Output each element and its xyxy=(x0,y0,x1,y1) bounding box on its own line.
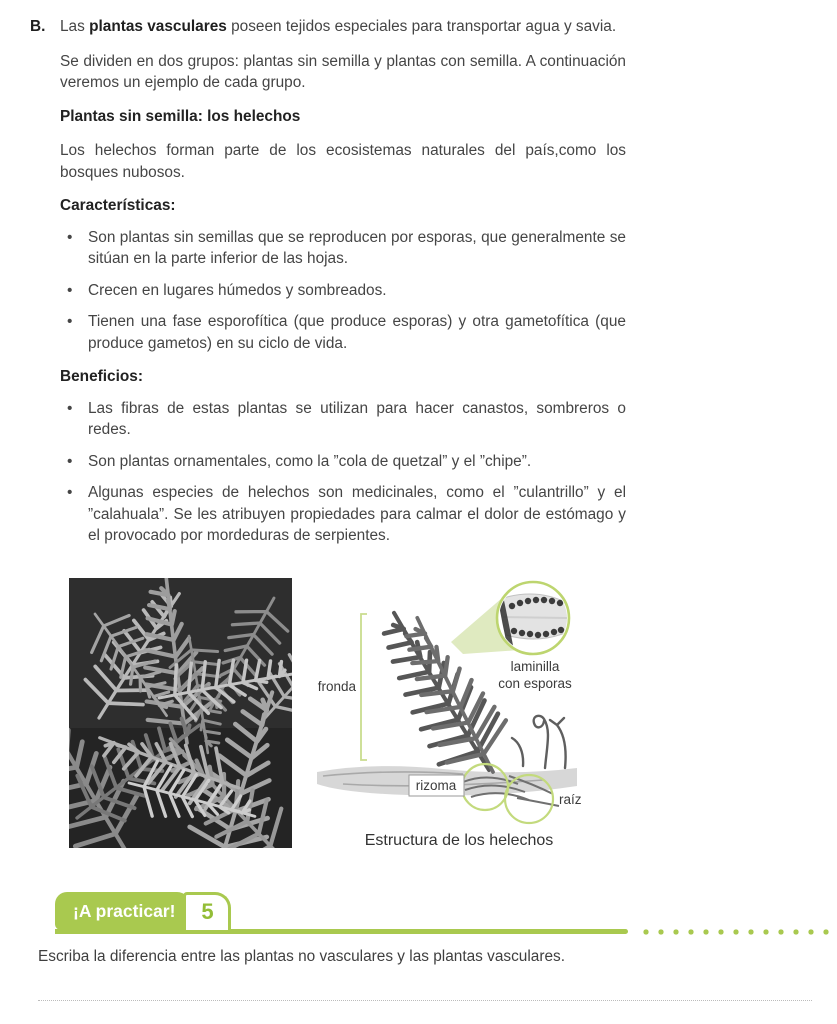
diagram-label-laminilla-line1: laminilla xyxy=(510,659,560,674)
list-item: • Son plantas ornamentales, como la ”cola de quetzal” y el ”chipe”. xyxy=(60,451,626,473)
list-item: • Crecen en lugares húmedos y sombreados. xyxy=(60,280,626,302)
practice-banner xyxy=(55,892,231,930)
diagram-label-raiz: raíz xyxy=(559,792,582,807)
practice-prompt: Escriba la diferencia entre las plantas no vasculares y las plantas vasculares. xyxy=(38,948,565,965)
heading-sin-semilla: Plantas sin semilla: los helechos xyxy=(60,107,301,125)
diagram-label-fronda: fronda xyxy=(317,679,356,694)
diagram-label-rizoma: rizoma xyxy=(415,778,457,793)
fern-photo xyxy=(69,578,292,848)
paragraph-helechos: Los helechos forman parte de los ecosistemas naturales del país,como los bosques nubosos. xyxy=(60,142,626,181)
intro-text-post: poseen tejidos especiales para transportar agua y savia. xyxy=(226,18,617,35)
fern-photo-illustration xyxy=(69,578,292,848)
figure-caption: Estructura de los helechos xyxy=(364,832,554,849)
main-text-column xyxy=(30,16,626,557)
practice-dots-decoration xyxy=(643,929,837,935)
practice-banner-label: ¡A practicar! xyxy=(55,892,191,930)
list-item: • Algunas especies de helechos son medicinales, como el ”culantrillo” y el ”calahuala”. Se les atribuyen propiedades para calmar el dolor de estómago y el provocado por mordeduras de serpientes. xyxy=(60,482,626,547)
intro-bold-term: plantas vasculares xyxy=(89,18,227,35)
beneficios-list xyxy=(60,398,626,547)
answer-line xyxy=(38,1000,812,1001)
list-item: • Tienen una fase esporofítica (que produce esporas) y otra gametofítica (que produce gametos) en su ciclo de vida. xyxy=(60,311,626,354)
heading-caracteristicas: Características: xyxy=(60,197,176,214)
practice-number-tab: 5 xyxy=(183,892,231,930)
heading-beneficios: Beneficios: xyxy=(60,368,143,385)
fronda-bracket xyxy=(361,614,367,760)
intro-text-pre: Las xyxy=(60,18,90,35)
intro-paragraph xyxy=(60,16,626,38)
section-b xyxy=(30,16,626,38)
paragraph-grupos: Se dividen en dos grupos: plantas sin semilla y plantas con semilla. A continuación veremos un ejemplo de cada grupo. xyxy=(60,52,626,91)
fiddlehead-shoots xyxy=(512,716,566,768)
fern-diagram xyxy=(313,570,605,828)
caracteristicas-list xyxy=(60,227,626,355)
list-item: • Las fibras de estas plantas se utilizan para hacer canastos, sombreros o redes. xyxy=(60,398,626,441)
fern-diagram-illustration xyxy=(313,570,605,828)
practice-underline xyxy=(55,929,628,934)
list-item: • Son plantas sin semillas que se reproducen por esporas, que generalmente se sitúan en la parte inferior de las hojas. xyxy=(60,227,626,270)
section-marker: B. xyxy=(30,18,46,35)
diagram-label-laminilla-line2: con esporas xyxy=(498,676,572,691)
